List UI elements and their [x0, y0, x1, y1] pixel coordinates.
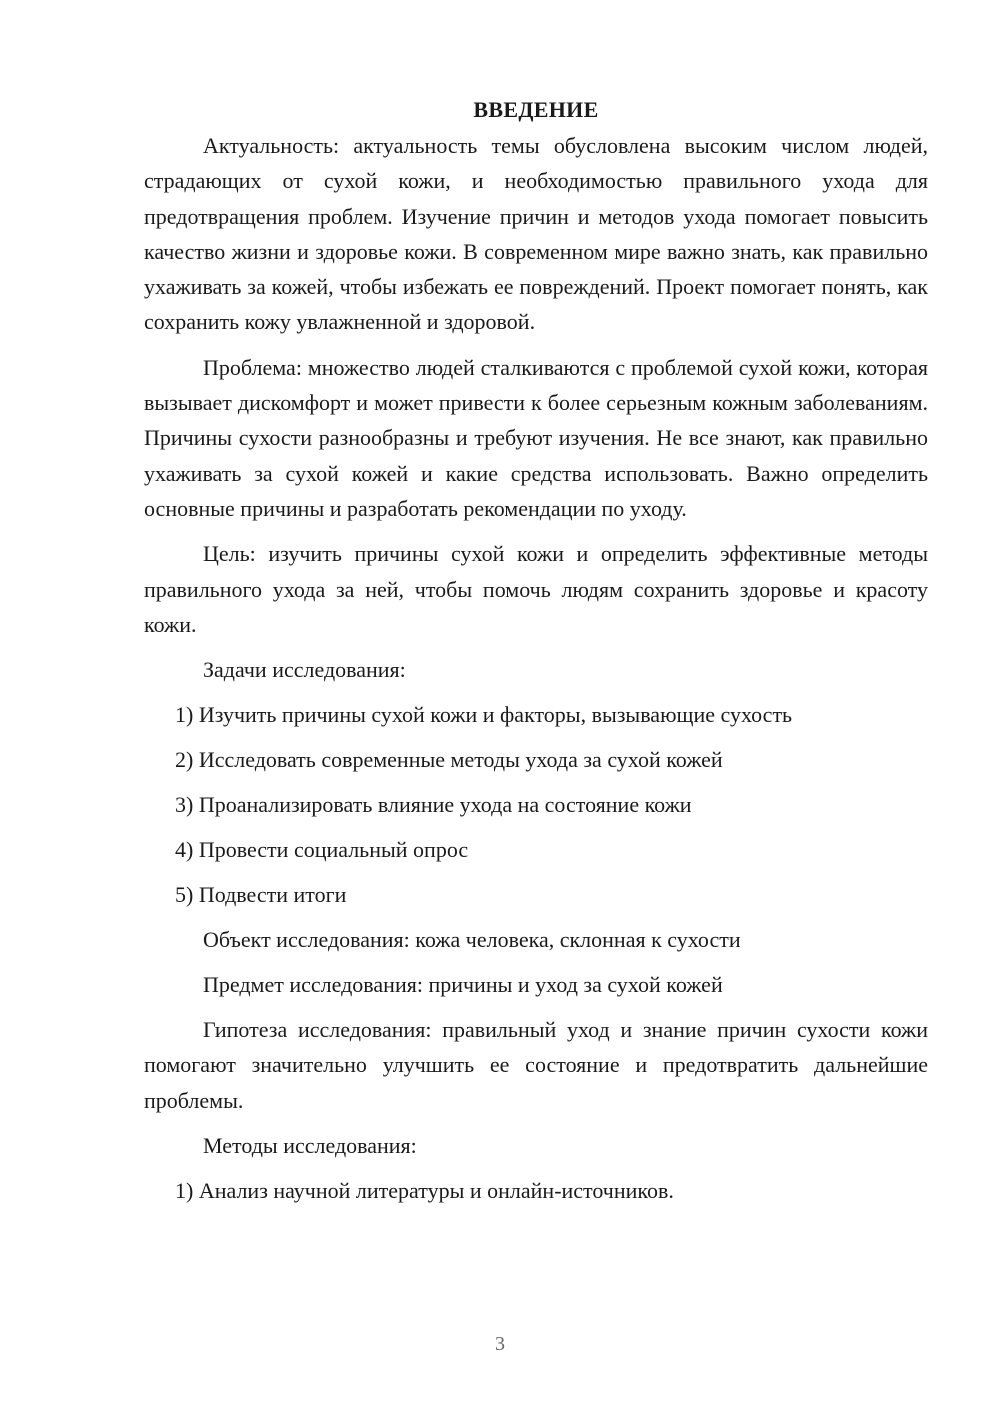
research-subject: Предмет исследования: причины и уход за сухой кожей: [203, 972, 723, 998]
list-item: 1) Анализ научной литературы и онлайн-источников.: [175, 1178, 674, 1204]
tasks-list: [144, 697, 928, 912]
list-item: 1) Изучить причины сухой кожи и факторы, вызывающие сухость: [175, 702, 793, 728]
paragraph-relevance: Актуальность: актуальность темы обусловлена высоким числом людей, страдающих от сухой кожи, и необходимостью правильного ухода для предотвращения проблем. Изучение причин и методов ухода помогает повысить качество жизни и здоровье кожи. В современном мире важно знать, как правильно ухаживать за кожей, чтобы избежать ее повреждений. Проект помогает понять, как сохранить кожу увлажненной и здоровой.: [144, 133, 928, 335]
methods-label: Методы исследования:: [203, 1133, 417, 1159]
list-item: 5) Подвести итоги: [175, 882, 347, 908]
paragraph-problem: Проблема: множество людей сталкиваются с проблемой сухой кожи, которая вызывает дискомфорт и может привести к более серьезным кожным заболеваниям. Причины сухости разнообразны и требуют изучения. Не все знают, как правильно ухаживать за сухой кожей и какие средства использовать. Важно определить основные причины и разработать рекомендации по уходу.: [144, 354, 928, 521]
research-object: Объект исследования: кожа человека, склонная к сухости: [203, 927, 741, 953]
paragraph-hypothesis: Гипотеза исследования: правильный уход и знание причин сухости кожи помогают значительно улучшить ее состояние и предотвратить дальнейшие проблемы.: [144, 1017, 928, 1113]
list-item: 3) Проанализировать влияние ухода на состояние кожи: [175, 792, 692, 818]
list-item: 2) Исследовать современные методы ухода за сухой кожей: [175, 747, 723, 773]
document-page: [144, 92, 928, 1218]
methods-list: [144, 1173, 928, 1208]
paragraph-goal: Цель: изучить причины сухой кожи и определить эффективные методы правильного ухода за ней, чтобы помочь людям сохранить здоровье и красоту кожи.: [144, 541, 928, 637]
page-number: 3: [495, 1333, 505, 1355]
tasks-label: Задачи исследования:: [203, 657, 406, 683]
page-title: ВВЕДЕНИЕ: [473, 97, 599, 122]
list-item: 4) Провести социальный опрос: [175, 837, 469, 863]
